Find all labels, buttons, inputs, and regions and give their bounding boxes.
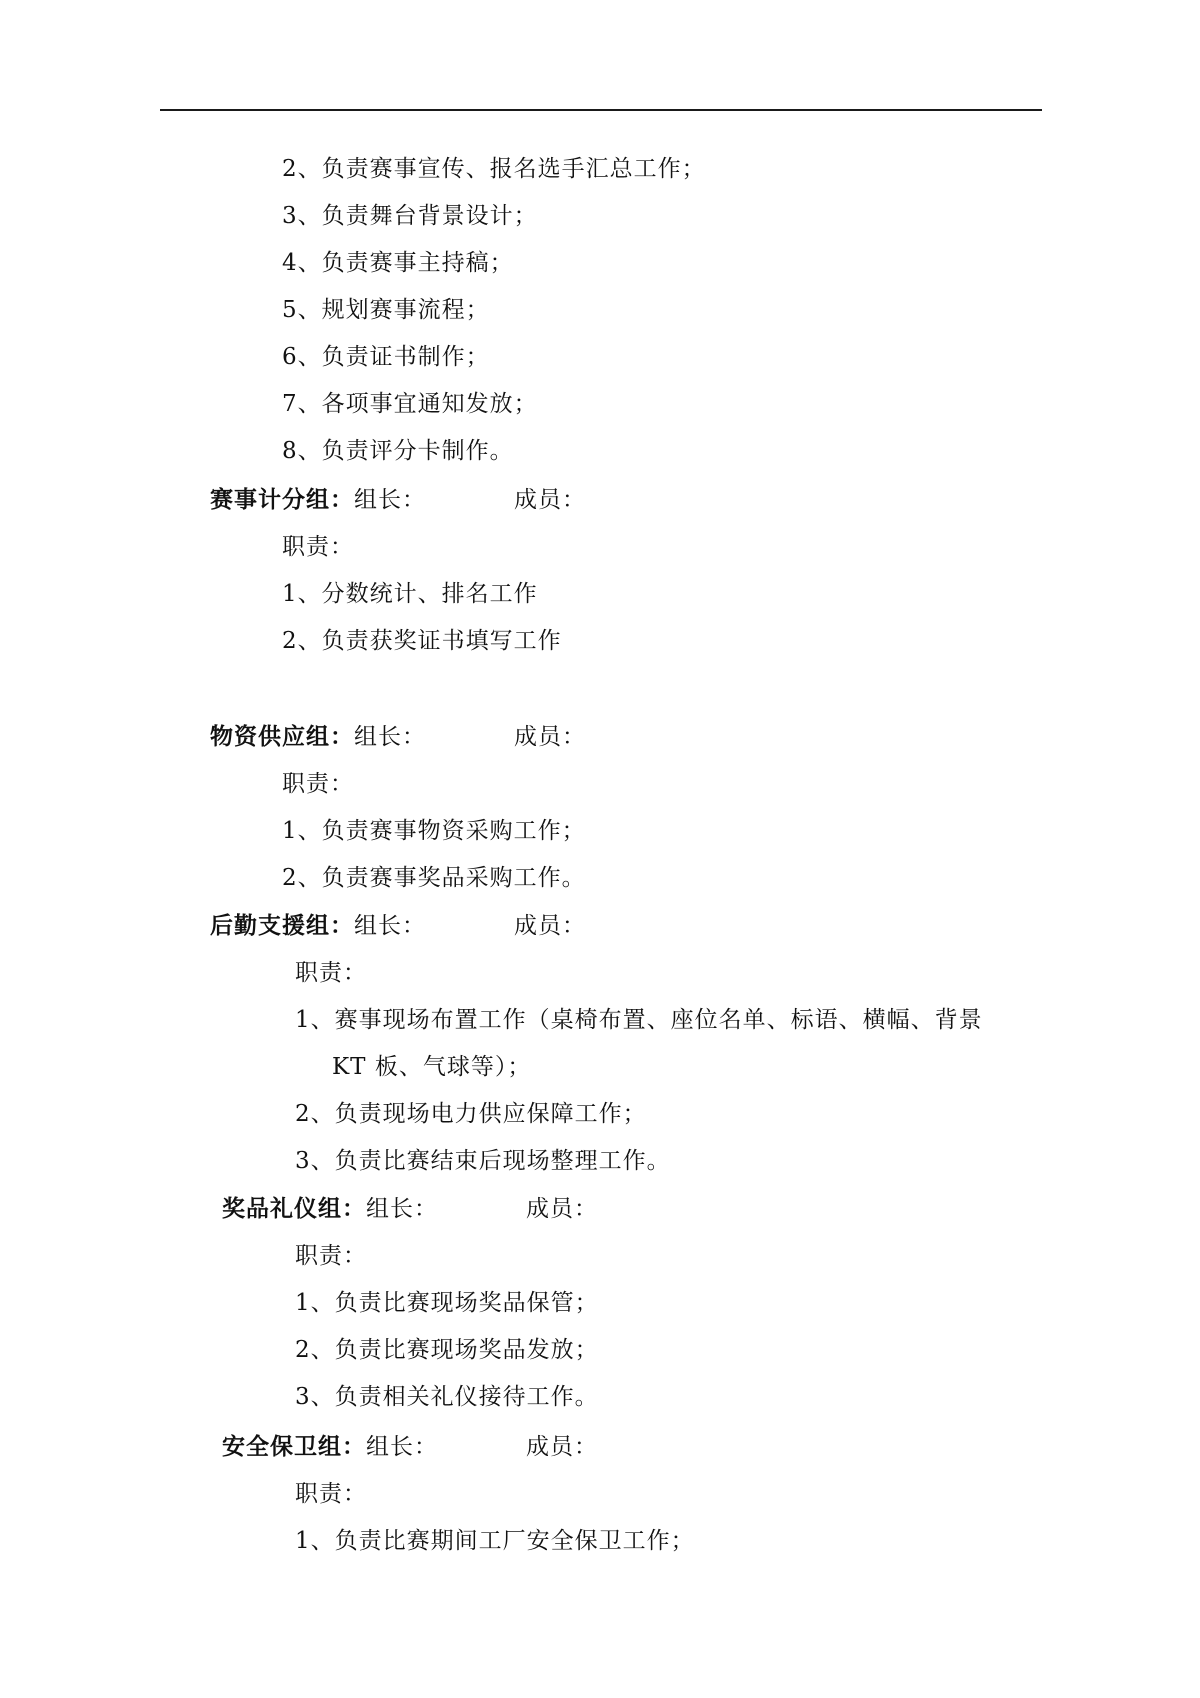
duty-label: 职责：	[295, 960, 367, 986]
group-name: 后勤支援组：	[210, 912, 354, 939]
list-item: 1、赛事现场布置工作（桌椅布置、座位名单、标语、横幅、背景	[295, 1007, 983, 1033]
leader-label: 组长：	[354, 913, 426, 939]
group-heading-logistics	[210, 911, 586, 941]
list-item: 2、负责比赛现场奖品发放；	[295, 1337, 599, 1363]
leader-label: 组长：	[366, 1196, 438, 1222]
group-heading-security	[222, 1432, 598, 1462]
duty-label: 职责：	[282, 534, 354, 560]
list-item: 1、分数统计、排名工作	[282, 581, 538, 607]
list-item: 2、负责赛事宣传、报名选手汇总工作；	[282, 156, 706, 182]
list-item: 1、负责比赛现场奖品保管；	[295, 1290, 599, 1316]
duty-label: 职责：	[295, 1243, 367, 1269]
leader-label: 组长：	[354, 487, 426, 513]
group-heading-supply	[210, 722, 586, 752]
member-label: 成员：	[526, 1434, 598, 1460]
list-item-continuation: KT 板、气球等）；	[332, 1054, 532, 1080]
group-heading-awards	[222, 1194, 598, 1224]
member-label: 成员：	[514, 487, 586, 513]
duty-label: 职责：	[295, 1481, 367, 1507]
member-label: 成员：	[526, 1196, 598, 1222]
list-item: 3、负责比赛结束后现场整理工作。	[295, 1148, 671, 1174]
leader-label: 组长：	[366, 1434, 438, 1460]
list-item: 2、负责现场电力供应保障工作；	[295, 1101, 647, 1127]
list-item: 2、负责获奖证书填写工作	[282, 628, 562, 654]
group-name: 安全保卫组：	[222, 1433, 366, 1460]
list-item: 2、负责赛事奖品采购工作。	[282, 865, 586, 891]
duty-label: 职责：	[282, 771, 354, 797]
list-item: 7、各项事宜通知发放；	[282, 391, 538, 417]
list-item: 6、负责证书制作；	[282, 344, 490, 370]
list-item: 4、负责赛事主持稿；	[282, 250, 514, 276]
group-name: 物资供应组：	[210, 723, 354, 750]
list-item: 3、负责相关礼仪接待工作。	[295, 1384, 599, 1410]
member-label: 成员：	[514, 724, 586, 750]
header-rule	[160, 109, 1042, 111]
group-name: 奖品礼仪组：	[222, 1195, 366, 1222]
leader-label: 组长：	[354, 724, 426, 750]
list-item: 1、负责赛事物资采购工作；	[282, 818, 586, 844]
list-item: 1、负责比赛期间工厂安全保卫工作；	[295, 1528, 695, 1554]
group-heading-scoring	[210, 485, 586, 515]
list-item: 3、负责舞台背景设计；	[282, 203, 538, 229]
list-item: 5、规划赛事流程；	[282, 297, 490, 323]
group-name: 赛事计分组：	[210, 486, 354, 513]
list-item: 8、负责评分卡制作。	[282, 438, 514, 464]
member-label: 成员：	[514, 913, 586, 939]
